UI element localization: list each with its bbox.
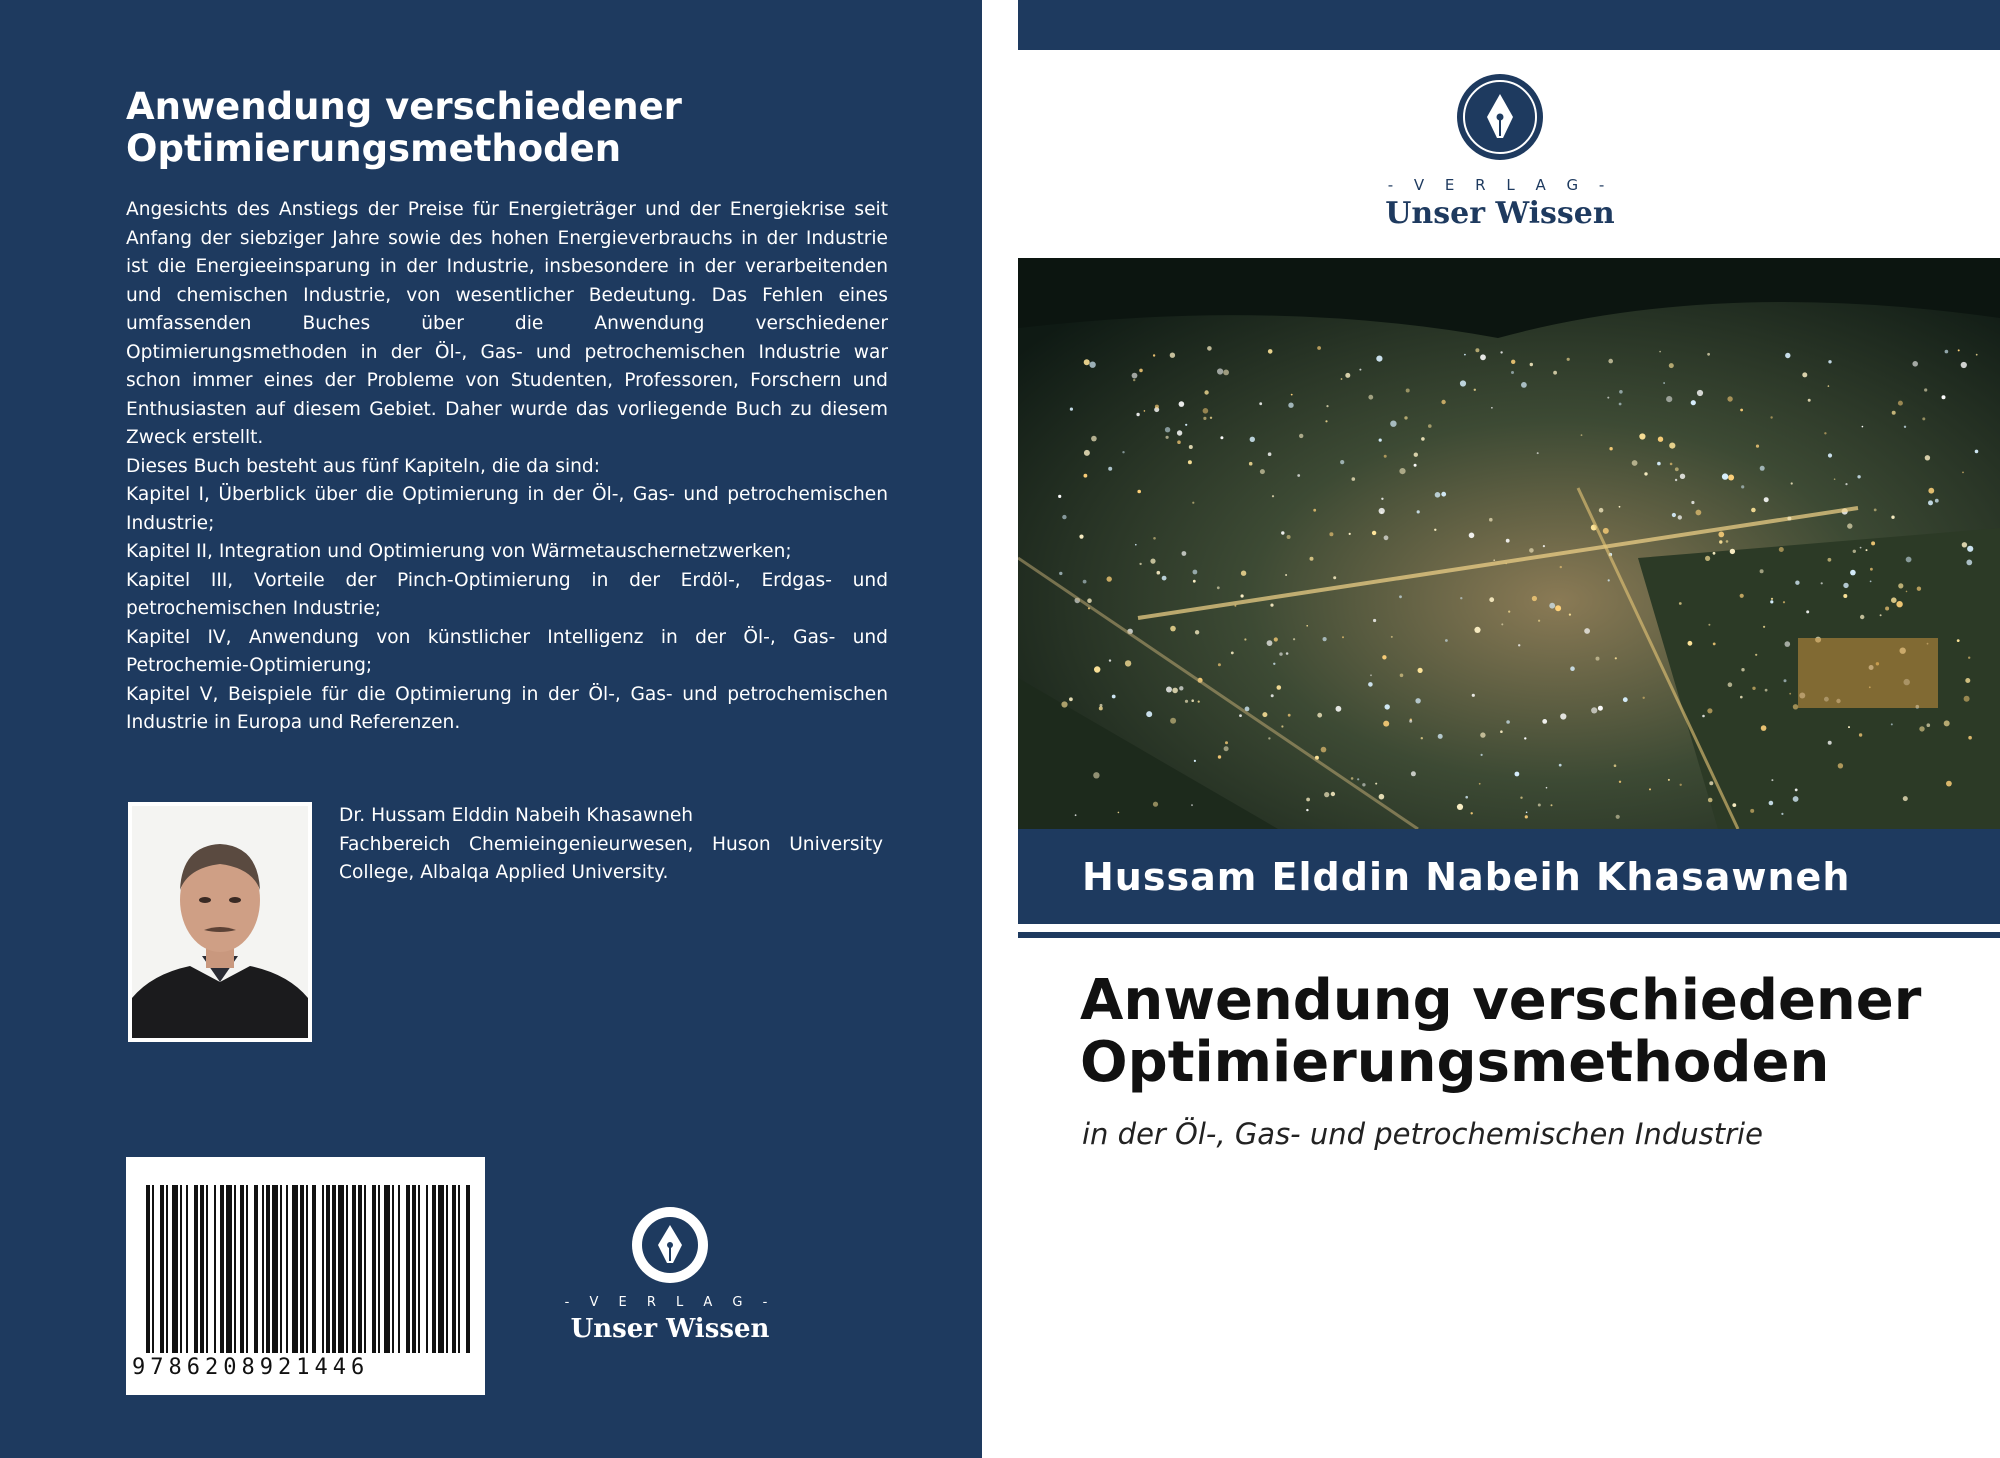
blurb-paragraph: Kapitel III, Vorteile der Pinch-Optimierung in der Erdöl-, Erdgas- und petrochemischen Industrie;: [126, 569, 888, 619]
front-author-band: [1018, 829, 2000, 924]
blurb-paragraph: Dieses Buch besteht aus fünf Kapiteln, die da sind:: [126, 455, 600, 477]
logo-verlag-text: - V E R L A G -: [564, 1295, 776, 1310]
logo-name: Unser Wissen: [570, 1314, 770, 1344]
blurb-paragraph: Kapitel IV, Anwendung von künstlicher Intelligenz in der Öl-, Gas- und Petrochemie-Optimierung;: [126, 626, 888, 676]
front-cover-subtitle: in der Öl-, Gas- und petrochemischen Industrie: [1082, 1117, 1763, 1151]
isbn-digits: 9786208921446: [132, 1355, 370, 1380]
pen-nib-seal-icon: [630, 1205, 710, 1285]
back-cover: [0, 0, 982, 1458]
blurb-paragraph: Kapitel II, Integration und Optimierung von Wärmetauschernetzwerken;: [126, 541, 792, 562]
author-bio: [339, 802, 883, 888]
logo-verlag-text: - V E R L A G -: [1387, 176, 1613, 194]
pen-nib-seal-icon: [1455, 72, 1545, 162]
publisher-logo-back: [560, 1205, 780, 1344]
isbn-barcode: [126, 1157, 485, 1395]
front-author-name: Hussam Elddin Nabeih Khasawneh: [1082, 855, 1851, 899]
front-cover-title: Anwendung verschiedener Optimierungsmethoden: [1080, 968, 1922, 1095]
logo-name: Unser Wissen: [1385, 196, 1615, 231]
author-photo: [128, 802, 312, 1042]
refinery-photo: [1018, 258, 2000, 829]
publisher-logo-front: [1370, 72, 1630, 231]
back-cover-title: Anwendung verschiedener Optimierungsmethoden: [126, 85, 682, 170]
front-top-bar: [1018, 0, 2000, 50]
blurb-paragraph: Angesichts des Anstiegs der Preise für Energieträger und der Energiekrise seit Anfang der siebziger Jahre sowie des hohen Energieverbrauchs in der Industrie ist die Energieeinsparung in der Industrie, insbesondere in der verarbeitenden und chemischen Industrie, von wesentlicher Bedeutung. Das Fehlen eines umfassenden Buches über die Anwendung verschiedener Optimierungsmethoden in der Öl-, Gas- und petrochemischen Industrie war schon immer eines der Probleme von Studenten, Professoren, Forschern und Enthusiasten auf diesem Gebiet. Daher wurde das vorliegende Buch zu diesem Zweck erstellt.: [126, 199, 888, 448]
author-affiliation: Fachbereich Chemieingenieurwesen, Huson University College, Albalqa Applied University.: [339, 833, 883, 883]
refinery-night-photo-icon: [1018, 258, 2000, 829]
blurb-paragraph: Kapitel I, Überblick über die Optimierung in der Öl-, Gas- und petrochemischen Industrie;: [126, 484, 888, 534]
back-cover-blurb: [126, 196, 888, 738]
front-divider: [1018, 932, 2000, 938]
author-name: Dr. Hussam Elddin Nabeih Khasawneh: [339, 805, 694, 826]
blurb-paragraph: Kapitel V, Beispiele für die Optimierung in der Öl-, Gas- und petrochemischen Industrie in Europa und Referenzen.: [126, 683, 888, 733]
author-portrait-icon: [132, 806, 308, 1038]
